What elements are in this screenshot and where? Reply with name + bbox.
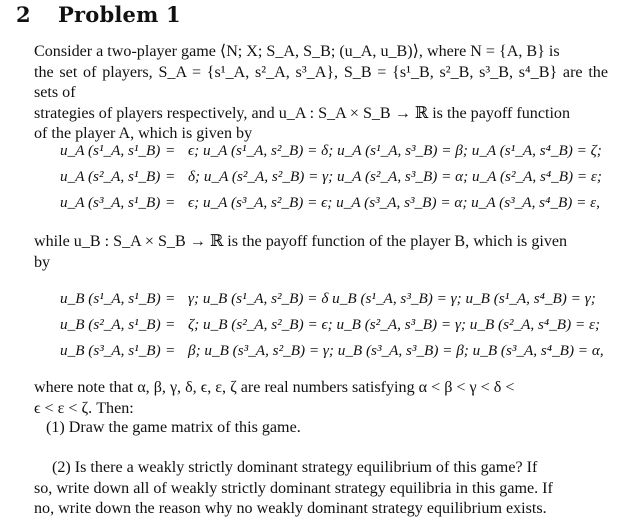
payoff-equations-b [60,288,608,366]
payoff-row-a [60,166,608,192]
payoff-lhs: u_A (s³_A, s¹_B) [60,194,161,211]
payoff-rhs: β; u_B (s³_A, s²_B) = γ; u_B (s³_A, s³_B) = β; u_B (s³_A, s⁴_B) = α, [188,342,604,359]
payoff-rhs: ζ; u_B (s²_A, s²_B) = ϵ; u_B (s²_A, s³_B) = γ; u_B (s²_A, s⁴_B) = ε; [188,316,601,333]
middle-paragraph [34,232,608,273]
intro-paragraph [34,42,608,145]
conditions-line: ϵ < ε < ζ. Then: [34,399,134,417]
payoff-rhs: ϵ; u_A (s¹_A, s²_B) = δ; u_A (s¹_A, s³_B) = β; u_A (s¹_A, s⁴_B) = ζ; [188,142,602,159]
intro-line: strategies of players respectively, and u_A : S_A × S_B → ℝ is the payoff function [34,104,571,122]
equals-sign: = [166,142,175,159]
question-2-line: no, write down the reason why no weakly dominant strategy equilibrium exists. [34,500,547,517]
payoff-row-a [60,140,608,166]
intro-line: of the player A, which is given by [34,125,253,142]
intro-line: the set of players, S_A = {s¹_A, s²_A, s³_A}, S_B = {s¹_B, s²_B, s³_B, s⁴_B} are the sets of [34,63,608,101]
equals-sign: = [166,290,175,307]
question-2-line: so, write down all of weakly strictly dominant strategy equilibria in this game. If [34,479,553,497]
question-2 [34,458,608,520]
question-1: (1) Draw the game matrix of this game. [46,419,301,436]
payoff-equations-a [60,140,608,218]
payoff-row-b [60,340,608,366]
question-2-line: (2) Is there a weakly strictly dominant strategy equilibrium of this game? If [52,459,538,476]
payoff-lhs: u_A (s¹_A, s¹_B) [60,142,161,159]
payoff-rhs: γ; u_B (s¹_A, s²_B) = δ u_B (s¹_A, s³_B) = γ; u_B (s¹_A, s⁴_B) = γ; [188,290,596,307]
section-title: Problem 1 [58,2,181,27]
middle-line: by [34,253,51,271]
middle-line: while u_B : S_A × S_B → ℝ is the payoff function of the player B, which is given [34,233,568,250]
conditions-line: where note that α, β, γ, δ, ϵ, ε, ζ are real numbers satisfying α < β < γ < δ < [34,379,515,396]
payoff-row-a [60,192,608,218]
section-heading [16,2,181,27]
section-number: 2 [16,2,31,27]
payoff-lhs: u_B (s¹_A, s¹_B) [60,290,161,307]
payoff-lhs: u_A (s²_A, s¹_B) [60,168,161,185]
payoff-rhs: ϵ; u_A (s³_A, s²_B) = ϵ; u_A (s³_A, s³_B) = α; u_A (s³_A, s⁴_B) = ε, [188,194,600,211]
intro-line: Consider a two-player game ⟨N; X; S_A, S_B; (u_A, u_B)⟩, where N = {A, B} is [34,43,560,60]
equals-sign: = [166,342,175,359]
payoff-row-b [60,288,608,314]
payoff-row-b [60,314,608,340]
equals-sign: = [166,316,175,333]
equals-sign: = [166,194,175,211]
conditions-paragraph [34,378,608,419]
payoff-rhs: δ; u_A (s²_A, s²_B) = γ; u_A (s²_A, s³_B) = α; u_A (s²_A, s⁴_B) = ε; [188,168,602,185]
payoff-lhs: u_B (s³_A, s¹_B) [60,342,161,359]
equals-sign: = [166,168,175,185]
payoff-lhs: u_B (s²_A, s¹_B) [60,316,161,333]
